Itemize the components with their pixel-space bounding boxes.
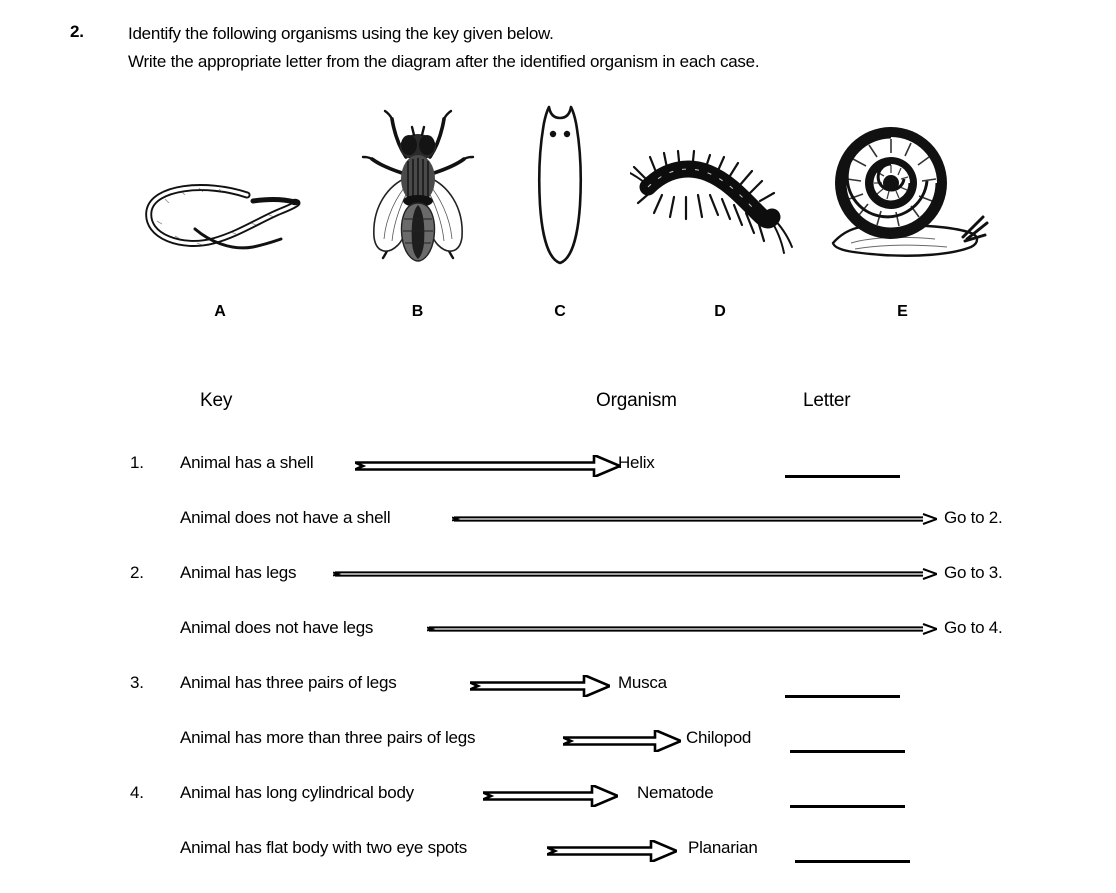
housefly-icon <box>330 95 505 285</box>
key-result: Go to 3. <box>944 563 1003 582</box>
organism-figure-d <box>625 95 815 320</box>
key-arrow-icon <box>452 512 937 526</box>
key-result: Planarian <box>688 838 758 857</box>
nematode-worm-icon <box>120 95 320 285</box>
key-arrow-icon <box>547 840 677 862</box>
key-statement: Animal has three pairs of legs <box>180 673 397 692</box>
key-arrow-icon <box>355 455 620 477</box>
question-line-1: Identify the following organisms using the key given below. <box>128 24 554 43</box>
planarian-flatworm-icon <box>500 95 620 285</box>
key-row <box>0 838 1116 868</box>
key-row-number: 2. <box>130 563 144 582</box>
answer-blank[interactable] <box>785 695 900 698</box>
key-row <box>0 453 1116 483</box>
organism-letter-b: B <box>411 303 424 320</box>
key-row <box>0 563 1116 593</box>
key-statement: Animal does not have a shell <box>180 508 391 527</box>
key-row <box>0 728 1116 758</box>
key-statement: Animal has a shell <box>180 453 314 472</box>
key-row <box>0 508 1116 538</box>
key-row-number: 1. <box>130 453 144 472</box>
key-statement: Animal has more than three pairs of legs <box>180 728 476 747</box>
centipede-icon <box>625 95 815 285</box>
question-number: 2. <box>70 22 84 41</box>
snail-icon <box>805 95 1000 285</box>
column-header-letter: Letter <box>803 390 851 411</box>
key-row-number: 4. <box>130 783 144 802</box>
organism-figure-a <box>120 95 320 320</box>
organism-letter-c: C <box>554 303 566 320</box>
key-row <box>0 618 1116 648</box>
organism-figure-b <box>330 95 505 320</box>
key-arrow-icon <box>427 622 937 636</box>
key-result: Musca <box>618 673 667 692</box>
key-statement: Animal does not have legs <box>180 618 374 637</box>
key-row-number: 3. <box>130 673 144 692</box>
answer-blank[interactable] <box>790 750 905 753</box>
organism-letter-e: E <box>897 303 908 320</box>
organism-letter-a: A <box>214 303 226 320</box>
answer-blank[interactable] <box>790 805 905 808</box>
key-result: Go to 2. <box>944 508 1003 527</box>
key-result: Chilopod <box>686 728 752 747</box>
answer-blank[interactable] <box>785 475 900 478</box>
organism-figure-e <box>805 95 1000 320</box>
organism-letter-d: D <box>714 303 726 320</box>
column-header-organism: Organism <box>596 390 677 411</box>
key-row <box>0 783 1116 813</box>
key-arrow-icon <box>470 675 610 697</box>
organism-figure-strip <box>0 95 1116 335</box>
key-result: Helix <box>618 453 655 472</box>
question-line-2: Write the appropriate letter from the diagram after the identified organism in each case. <box>128 52 760 71</box>
key-result: Nematode <box>637 783 714 802</box>
column-header-key: Key <box>200 390 233 411</box>
key-statement: Animal has long cylindrical body <box>180 783 414 802</box>
question-text <box>128 20 759 76</box>
key-arrow-icon <box>563 730 681 752</box>
organism-figure-c <box>500 95 620 320</box>
answer-blank[interactable] <box>795 860 910 863</box>
key-arrow-icon <box>333 567 937 581</box>
key-arrow-icon <box>483 785 618 807</box>
key-result: Go to 4. <box>944 618 1003 637</box>
key-row <box>0 673 1116 703</box>
key-statement: Animal has legs <box>180 563 297 582</box>
key-statement: Animal has flat body with two eye spots <box>180 838 467 857</box>
